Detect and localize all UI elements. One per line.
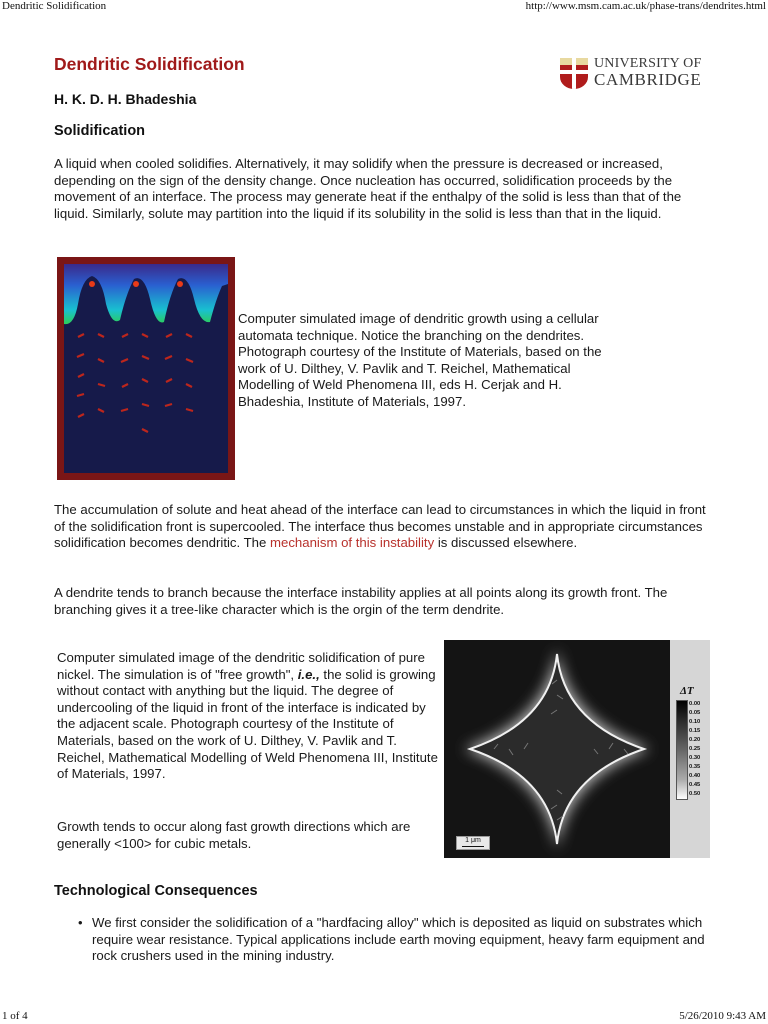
nickel-dendrite-simulation	[444, 640, 670, 858]
university-logo[interactable]	[560, 56, 712, 92]
print-footer-timestamp: 5/26/2010 9:43 AM	[679, 1010, 766, 1022]
cellular-automata-dendrite-graphic	[64, 264, 228, 473]
print-header-title: Dendritic Solidification	[2, 0, 107, 12]
solidification-paragraph: A liquid when cooled solidifies. Alternatively, it may solidify when the pressure is decreased or increased, depending on the sign of the density change. Once nucleation has occurred, solidification proceeds by the movement of an interface. The process may generate heat if the enthalpy of the solid is less than that of the liquid. Similarly, solute may partition into the liquid if its solubility in the solid is less than that in the liquid.	[54, 156, 682, 221]
section-heading-technological-consequences: Technological Consequences	[54, 883, 258, 899]
undercooling-tick-label: 0.45	[689, 782, 701, 788]
figure2-caption-after: the solid is growing without contact with anything but the liquid. The degree of undercooling of the liquid in front of the interface is indicated by the adjacent scale. Photograph courtesy of the Institute of Materials, based on the work of U. Dilthey, V. Pavlik and T. Reichel, Mathematical Modelling of Weld Phenomena III, Institute of Materials, 1997.	[57, 666, 438, 782]
undercooling-tick-label: 0.20	[689, 737, 701, 743]
branching-paragraph: A dendrite tends to branch because the interface instability applies at all points along its growth front. The branching gives it a tree-like character which is the orgin of the term dendrite.	[54, 585, 668, 617]
undercooling-tick-label: 0.50	[689, 791, 701, 797]
instability-text-after: is discussed elsewhere.	[434, 535, 578, 551]
undercooling-scale-ticks	[689, 700, 710, 799]
undercooling-tick-label: 0.35	[689, 764, 701, 770]
mechanism-of-instability-link[interactable]: mechanism of this instability	[270, 535, 435, 551]
section-heading-solidification: Solidification	[54, 123, 146, 139]
logo-line-1: UNIVERSITY OF	[594, 56, 702, 71]
logo-line-2: CAMBRIDGE	[594, 70, 702, 89]
figure2-caption-emphasis: i.e.,	[297, 666, 320, 682]
page-title: Dendritic Solidification	[54, 54, 245, 74]
undercooling-tick-label: 0.40	[689, 773, 701, 779]
undercooling-tick-label: 0.05	[689, 710, 701, 716]
undercooling-scale	[670, 640, 710, 858]
consequences-list	[78, 915, 712, 965]
list-item: • We first consider the solidification of a "hardfacing alloy" which is deposited as liquid on substrates which require wear resistance. Typical applications include earth moving equipment, heavy farm equipment and rock crushers used in the mining industry.	[78, 915, 712, 965]
print-footer	[0, 1010, 768, 1024]
figure2-caption	[57, 650, 445, 783]
print-footer-page-count: 1 of 4	[2, 1010, 28, 1022]
undercooling-tick-label: 0.00	[689, 701, 701, 707]
figure2-caption-before: Computer simulated image of the dendritic solidification of pure nickel. The simulation is of "free growth",	[57, 650, 425, 682]
undercooling-tick-label: 0.25	[689, 746, 701, 752]
scale-bar	[456, 836, 490, 850]
cellular-automata-dendrite-image	[57, 257, 235, 480]
instability-text-before: The accumulation of solute and heat ahead of the interface can lead to circumstances in which the liquid in front of the solidification front is supercooled. The interface thus becomes unstable and in appropriate circumstances solidification becomes dendritic. The	[54, 502, 706, 551]
undercooling-tick-label: 0.15	[689, 728, 701, 734]
undercooling-tick-label: 0.30	[689, 755, 701, 761]
figure1-caption: Computer simulated image of dendritic growth using a cellular automata technique. Notice the branching on the dendrites. Photograph courtesy of the Institute of Materials, based on the work of U. Dilthey, V. Pavlik and T. Reichel, Mathematical Modelling of Weld Phenomena III, eds H. Cerjak and H. Bhadeshia, Institute of Materials, 1997.	[238, 311, 602, 409]
growth-direction-note: Growth tends to occur along fast growth directions which are generally <100> for cubic metals.	[57, 819, 411, 851]
author-name: H. K. D. H. Bhadeshia	[54, 91, 197, 107]
university-shield-icon	[560, 58, 588, 89]
scale-bar-label: 1 μm	[465, 837, 481, 844]
nickel-dendrite-graphic	[444, 640, 670, 858]
undercooling-scale-title: ΔT	[680, 685, 694, 697]
print-header-url: http://www.msm.cam.ac.uk/phase-trans/dendrites.html	[525, 0, 766, 12]
print-header	[0, 0, 768, 16]
instability-paragraph	[54, 502, 719, 552]
undercooling-gradient	[676, 700, 688, 800]
undercooling-tick-label: 0.10	[689, 719, 701, 725]
university-logo-text	[594, 56, 701, 88]
nickel-dendrite-image	[444, 640, 710, 858]
